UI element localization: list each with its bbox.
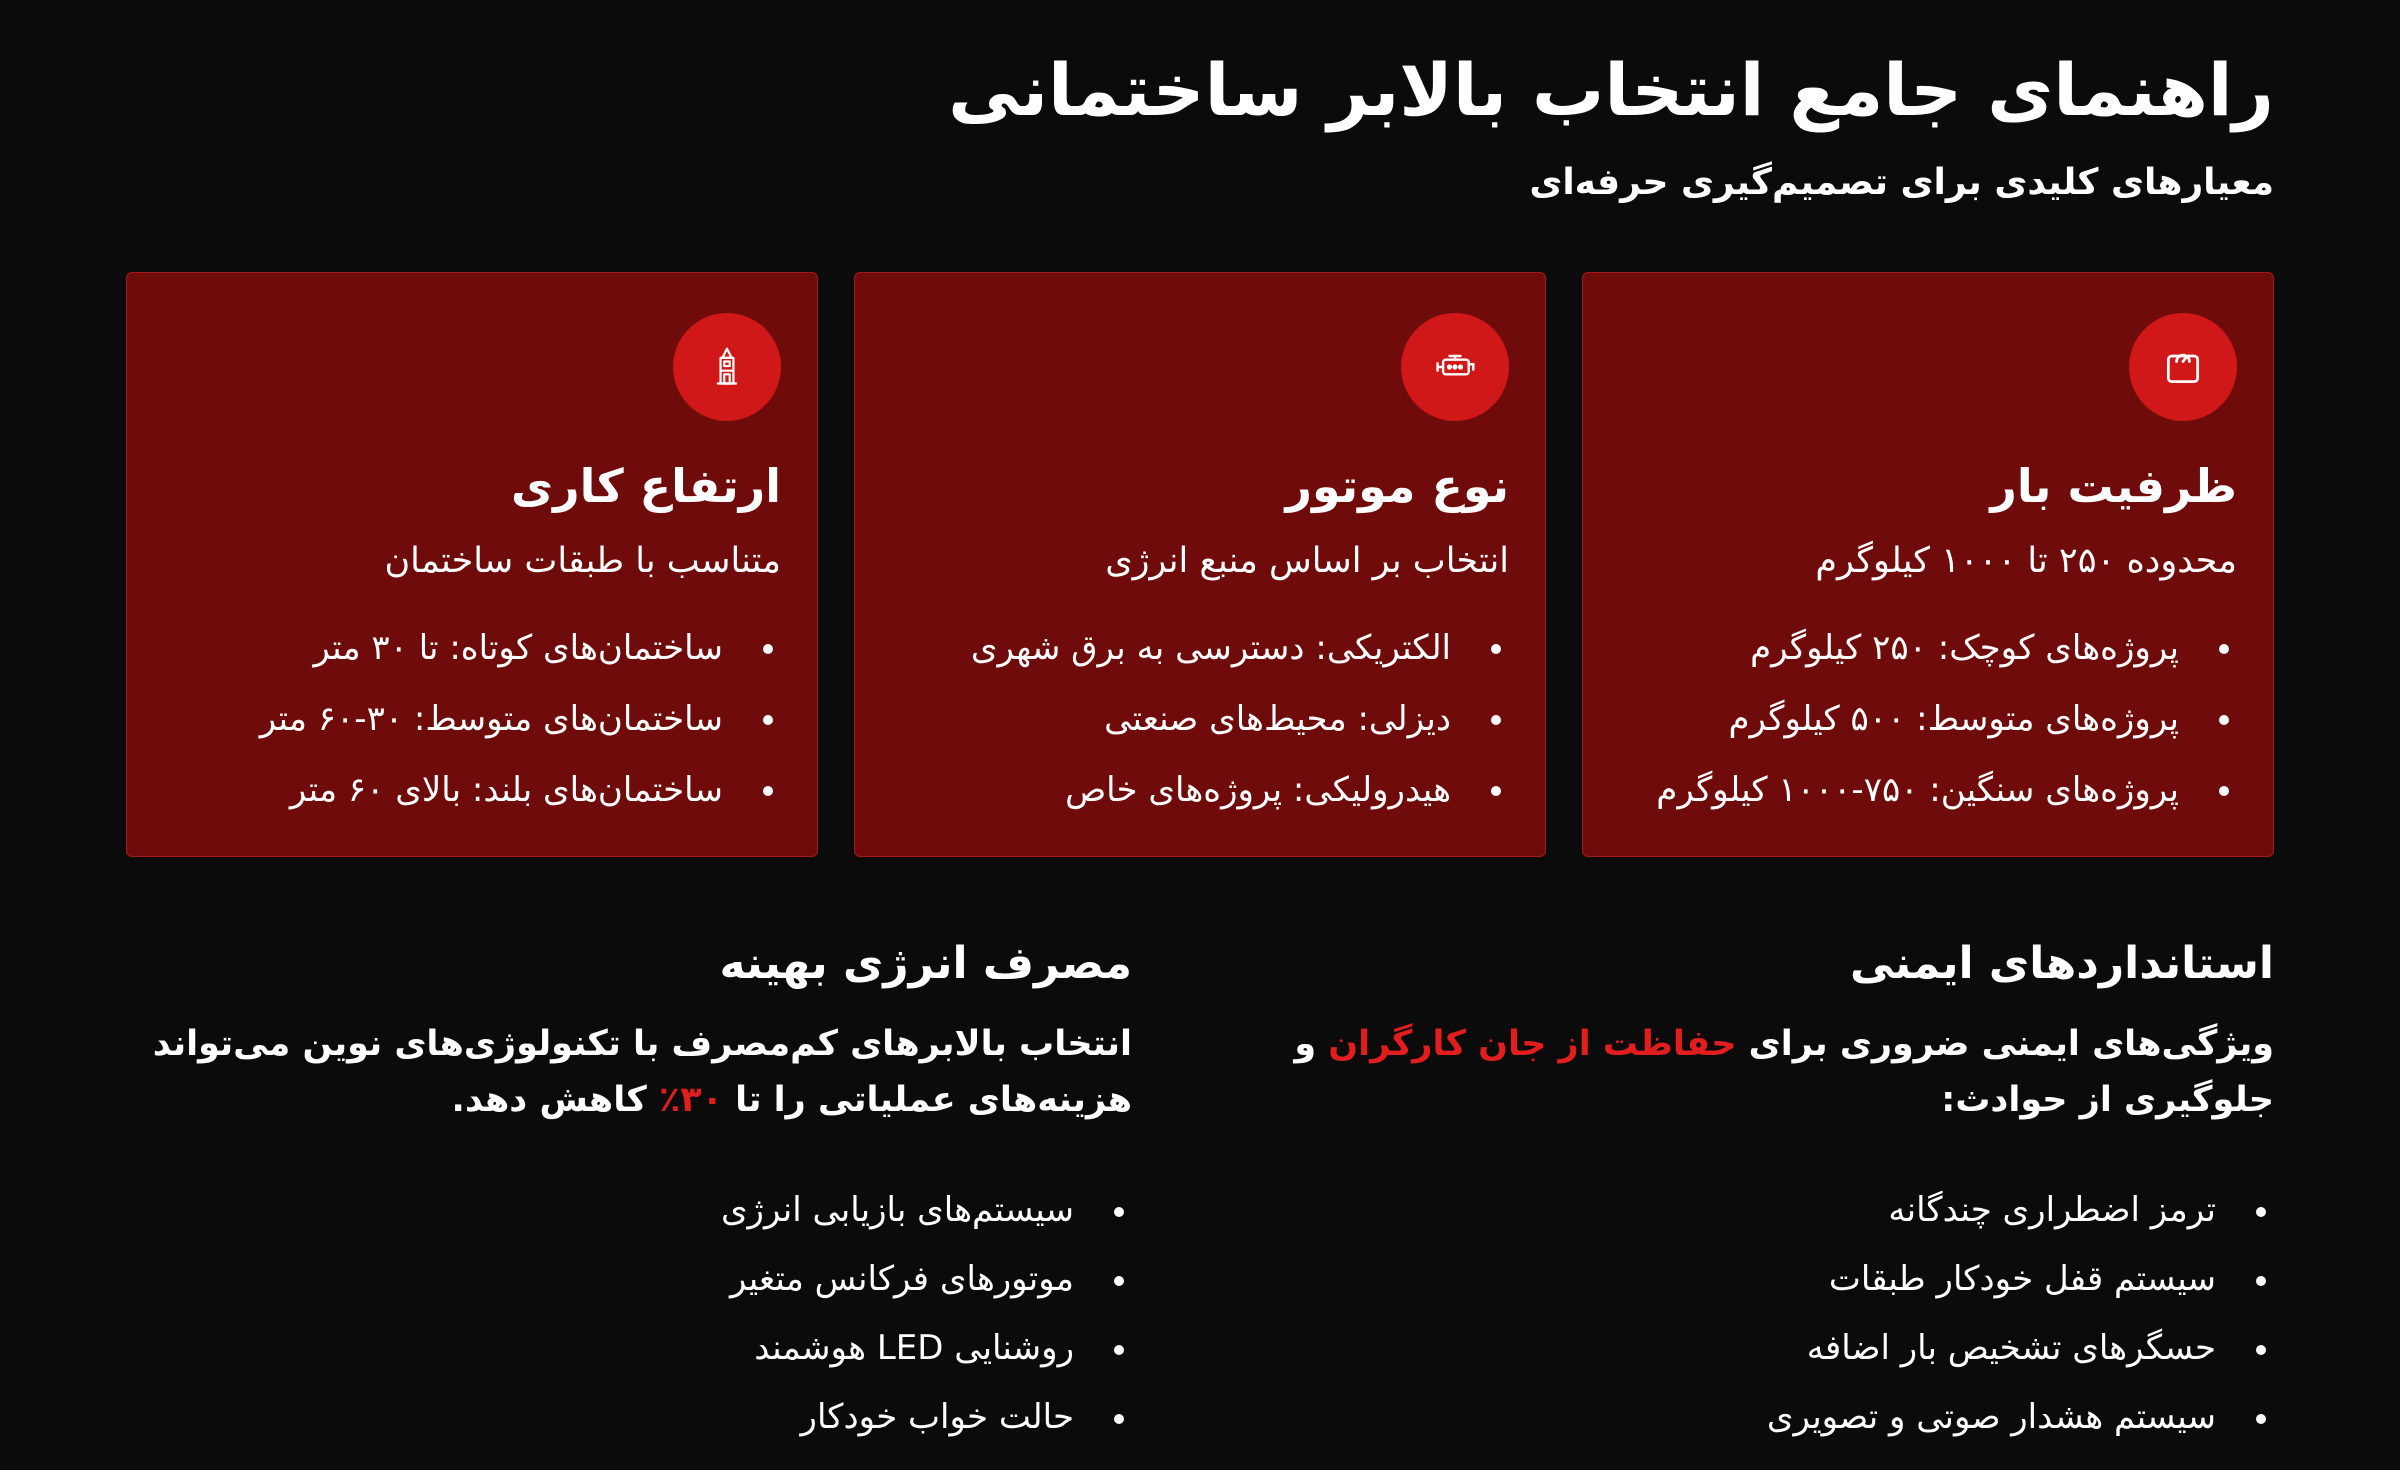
card-list (149, 613, 781, 826)
page-subtitle: معیارهای کلیدی برای تصمیم‌گیری حرفه‌ای (1529, 162, 2274, 203)
criteria-cards (126, 272, 2274, 857)
description-text: و جلوگیری از حوادث: (1294, 1024, 2274, 1120)
section-list (1268, 1176, 2274, 1452)
card-list (1605, 613, 2237, 826)
section-description (126, 1016, 1132, 1128)
card-description: متناسب با طبقات ساختمان (384, 541, 781, 581)
list-item: پروژه‌های متوسط: ۵۰۰ کیلوگرم (1605, 684, 2237, 755)
list-item: دیزلی: محیط‌های صنعتی (877, 684, 1509, 755)
highlight-text: حفاظت از جان کارگران (1328, 1024, 1737, 1064)
card-title: ظرفیت بار (1990, 459, 2237, 513)
section-title: استانداردهای ایمنی (1849, 938, 2274, 989)
list-item: سیستم هشدار صوتی و تصویری (1268, 1383, 2274, 1452)
card-motor-type (854, 272, 1546, 857)
tower-icon (673, 313, 781, 421)
highlight-text: ۳۰٪ (658, 1080, 723, 1120)
card-description: محدوده ۲۵۰ تا ۱۰۰۰ کیلوگرم (1815, 541, 2237, 581)
weight-scale-icon (2129, 313, 2237, 421)
card-description: انتخاب بر اساس منبع انرژی (1105, 541, 1509, 581)
section-list (126, 1176, 1132, 1452)
list-item: هیدرولیکی: پروژه‌های خاص (877, 755, 1509, 826)
section-title: مصرف انرژی بهینه (719, 938, 1132, 989)
list-item: الکتریکی: دسترسی به برق شهری (877, 613, 1509, 684)
description-text: کاهش دهد. (451, 1080, 659, 1120)
list-item: پروژه‌های سنگین: ۷۵۰-۱۰۰۰ کیلوگرم (1605, 755, 2237, 826)
list-item: ساختمان‌های متوسط: ۳۰-۶۰ متر (149, 684, 781, 755)
list-item: ساختمان‌های کوتاه: تا ۳۰ متر (149, 613, 781, 684)
description-text: انتخاب بالابرهای کم‌مصرف با تکنولوژی‌های نوین می‌تواند هزینه‌های عملیاتی را تا (152, 1024, 1132, 1120)
list-item: سیستم قفل خودکار طبقات (1268, 1245, 2274, 1314)
safety-section (1268, 924, 2274, 1452)
list-item: ترمز اضطراری چندگانه (1268, 1176, 2274, 1245)
list-item: حالت خواب خودکار (126, 1383, 1132, 1452)
page-title: راهنمای جامع انتخاب بالابر ساختمانی (948, 48, 2274, 132)
list-item: ساختمان‌های بلند: بالای ۶۰ متر (149, 755, 781, 826)
list-item: سیستم‌های بازیابی انرژی (126, 1176, 1132, 1245)
card-list (877, 613, 1509, 826)
description-text: ویژگی‌های ایمنی ضروری برای (1736, 1024, 2274, 1064)
list-item: موتورهای فرکانس متغیر (126, 1245, 1132, 1314)
header (126, 40, 2274, 203)
card-title: نوع موتور (1285, 459, 1509, 513)
card-title: ارتفاع کاری (510, 459, 781, 513)
section-description (1268, 1016, 2274, 1128)
energy-section (126, 924, 1132, 1452)
bottom-sections (126, 924, 2274, 1452)
card-load-capacity (1582, 272, 2274, 857)
list-item: پروژه‌های کوچک: ۲۵۰ کیلوگرم (1605, 613, 2237, 684)
list-item: روشنایی LED هوشمند (126, 1314, 1132, 1383)
card-working-height (126, 272, 818, 857)
engine-icon (1401, 313, 1509, 421)
list-item: حسگرهای تشخیص بار اضافه (1268, 1314, 2274, 1383)
